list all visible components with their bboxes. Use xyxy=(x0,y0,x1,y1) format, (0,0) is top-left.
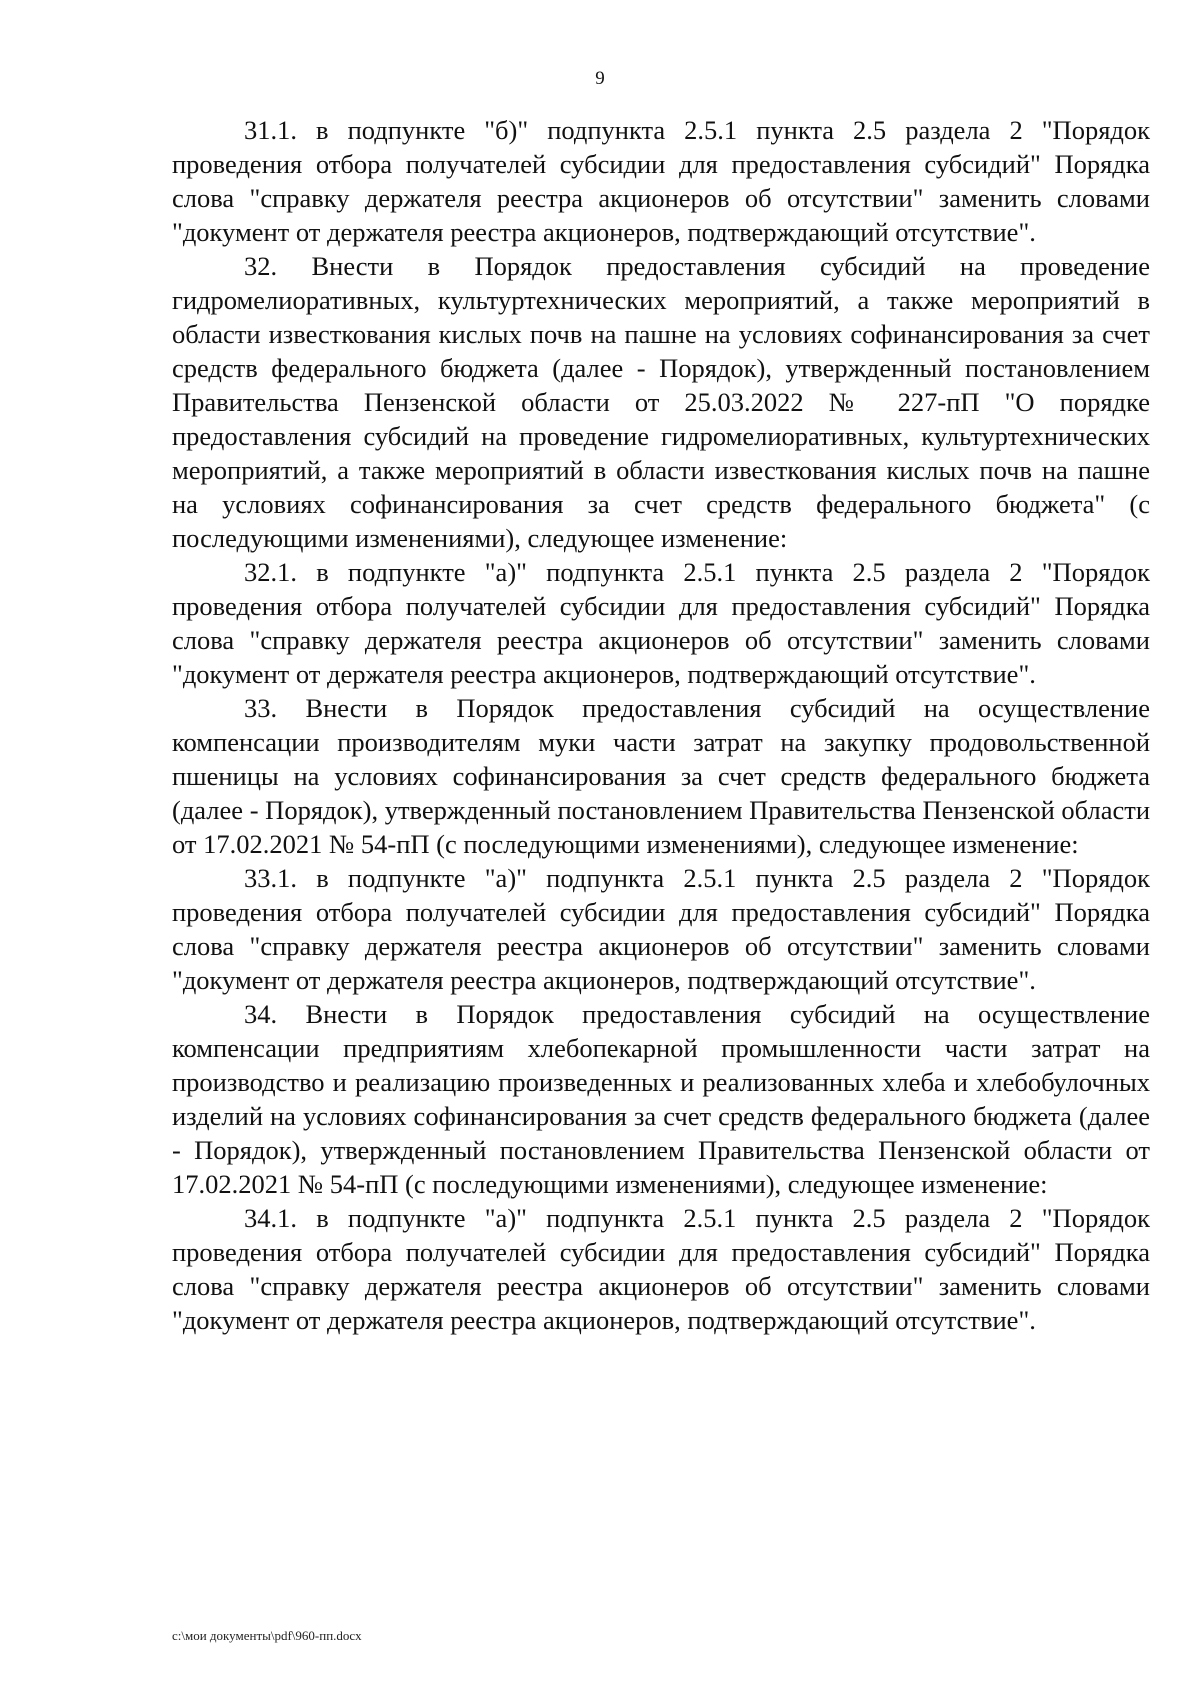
paragraph-33: 33. Внести в Порядок предоставления субсидий на осуществление компенсации производителям муки части затрат на закупку продовольственной пшеницы на условиях софинансирования за счет средств федерального бюджета (далее - Порядок), утвержденный постановлением Правительства Пензенской области от 17.02.2021 № 54-пП (с последующими изменениями), следующее изменение: xyxy=(172,693,1150,859)
paragraph-31-1: 31.1. в подпункте "б)" подпункта 2.5.1 пункта 2.5 раздела 2 "Порядок проведения отбора получателей субсидии для предоставления субсидий" Порядка слова "справку держателя реестра акционеров об отсутствии" заменить словами "документ от держателя реестра акционеров, подтверждающий отсутствие". xyxy=(172,115,1150,247)
paragraph-32-1: 32.1. в подпункте "а)" подпункта 2.5.1 пункта 2.5 раздела 2 "Порядок проведения отбора получателей субсидии для предоставления субсидий" Порядка слова "справку держателя реестра акционеров об отсутствии" заменить словами "документ от держателя реестра акционеров, подтверждающий отсутствие". xyxy=(172,557,1150,689)
paragraph-32: 32. Внести в Порядок предоставления субсидий на проведение гидромелиоративных, культуртехнических мероприятий, а также мероприятий в области известкования кислых почв на пашне на условиях софинансирования за счет средств федерального бюджета (далее - Порядок), утвержденный постановлением Правительства Пензенской области от 25.03.2022 № 227-пП "О порядке предоставления субсидий на проведение гидромелиоративных, культуртехнических мероприятий, а также мероприятий в области известкования кислых почв на пашне на условиях софинансирования за счет средств федерального бюджета" (с последующими изменениями), следующее изменение: xyxy=(172,251,1150,553)
paragraph-34-1: 34.1. в подпункте "а)" подпункта 2.5.1 пункта 2.5 раздела 2 "Порядок проведения отбора получателей субсидии для предоставления субсидий" Порядка слова "справку держателя реестра акционеров об отсутствии" заменить словами "документ от держателя реестра акционеров, подтверждающий отсутствие". xyxy=(172,1203,1150,1335)
paragraph-34: 34. Внести в Порядок предоставления субсидий на осуществление компенсации предприятиям хлебопекарной промышленности части затрат на производство и реализацию произведенных и реализованных хлеба и хлебобулочных изделий на условиях софинансирования за счет средств федерального бюджета (далее - Порядок), утвержденный постановлением Правительства Пензенской области от 17.02.2021 № 54-пП (с последующими изменениями), следующее изменение: xyxy=(172,999,1150,1199)
document-body xyxy=(172,113,1150,1337)
page-number: 9 xyxy=(595,68,605,89)
footer-file-path: c:\мои документы\pdf\960-пп.docx xyxy=(172,1628,362,1643)
paragraph-33-1: 33.1. в подпункте "а)" подпункта 2.5.1 пункта 2.5 раздела 2 "Порядок проведения отбора получателей субсидии для предоставления субсидий" Порядка слова "справку держателя реестра акционеров об отсутствии" заменить словами "документ от держателя реестра акционеров, подтверждающий отсутствие". xyxy=(172,863,1150,995)
